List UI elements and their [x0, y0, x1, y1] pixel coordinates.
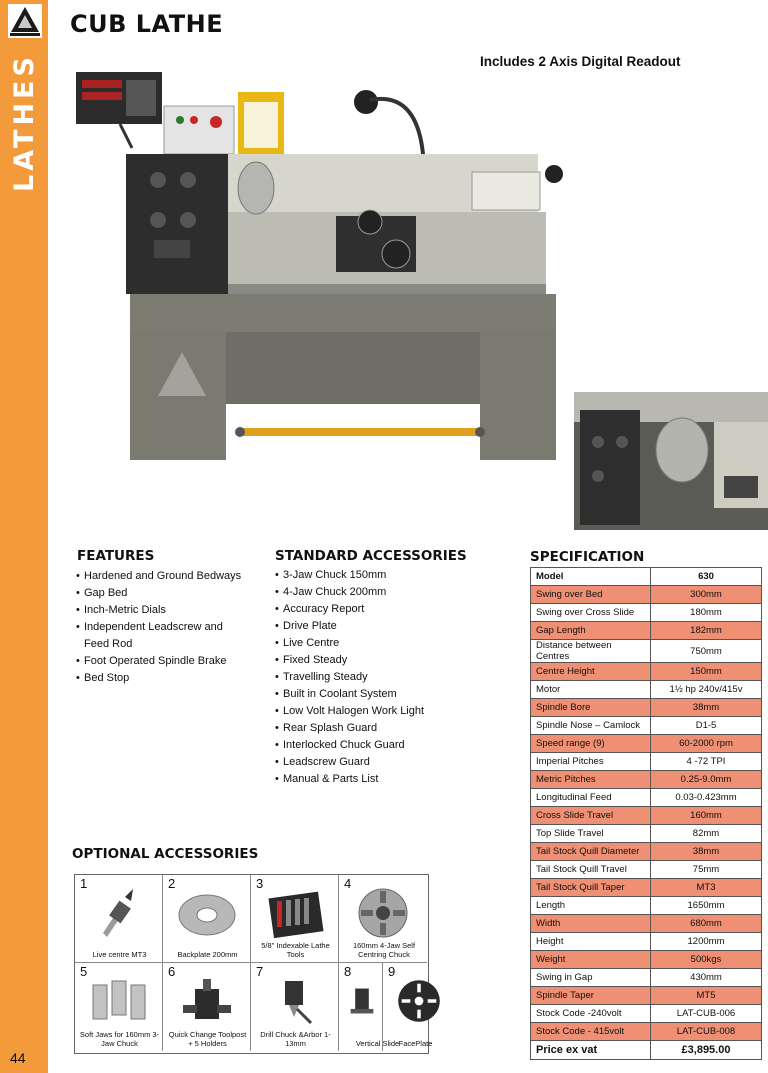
list-item: • Built in Coolant System [275, 686, 495, 703]
table-row [531, 568, 762, 586]
faceplate-icon [393, 975, 445, 1027]
backplate-icon [177, 887, 237, 939]
page-title: CUB LATHE [70, 10, 224, 38]
spec-label: Height [531, 933, 651, 951]
spec-label: Width [531, 915, 651, 933]
list-item: • Leadscrew Guard [275, 754, 495, 771]
spec-value: 1200mm [651, 933, 762, 951]
spec-label: Swing over Bed [531, 586, 651, 604]
spec-label: Top Slide Travel [531, 825, 651, 843]
spec-value: 75mm [651, 861, 762, 879]
spec-label: Motor [531, 681, 651, 699]
list-item: • Interlocked Chuck Guard [275, 737, 495, 754]
accessory-caption: Vertical Slide [355, 1039, 400, 1048]
accessory-caption: 160mm 4-Jaw Self Centring Chuck [352, 941, 416, 959]
list-item: • Gap Bed [76, 585, 246, 602]
table-row [531, 663, 762, 681]
page-subtitle: Includes 2 Axis Digital Readout [480, 54, 681, 69]
spec-value: 82mm [651, 825, 762, 843]
accessory-caption: Quick Change Toolpost + 5 Holders [168, 1030, 247, 1048]
table-row [531, 735, 762, 753]
list-item: • Hardened and Ground Bedways [76, 568, 246, 585]
standard-accessories-heading: STANDARD ACCESSORIES [275, 548, 467, 564]
spec-value: 60-2000 rpm [651, 735, 762, 753]
spec-value: 38mm [651, 699, 762, 717]
price-value: £3,895.00 [651, 1041, 762, 1060]
spec-value: 1½ hp 240v/415v [651, 681, 762, 699]
spec-value: MT3 [651, 879, 762, 897]
table-row [531, 717, 762, 735]
price-label: Price ex vat [531, 1041, 651, 1060]
spec-value: LAT-CUB-006 [651, 1005, 762, 1023]
table-row [531, 951, 762, 969]
four-jaw-chuck-icon [353, 887, 413, 939]
table-row [531, 861, 762, 879]
toolpost-icon [177, 975, 237, 1027]
table-row [531, 586, 762, 604]
spec-label: Tail Stock Quill Travel [531, 861, 651, 879]
table-row [531, 1005, 762, 1023]
spec-value: 0.25-9.0mm [651, 771, 762, 789]
spec-value: 0.03-0.423mm [651, 789, 762, 807]
table-row [531, 604, 762, 622]
spec-value: 150mm [651, 663, 762, 681]
accessory-item [383, 963, 433, 1051]
accessory-number: 6 [168, 964, 176, 979]
features-list [76, 568, 246, 687]
soft-jaws-icon [89, 975, 149, 1027]
spec-label: Distance between Centres [531, 640, 651, 663]
spec-label: Swing over Cross Slide [531, 604, 651, 622]
accessory-caption: FacePlate [398, 1039, 433, 1048]
table-row [531, 640, 762, 663]
spec-value: 160mm [651, 807, 762, 825]
section-label: LATHES [8, 52, 40, 192]
spec-label: Metric Pitches [531, 771, 651, 789]
spec-label: Speed range (9) [531, 735, 651, 753]
accessory-number: 3 [256, 876, 264, 891]
specification-table [530, 567, 762, 1060]
accessory-caption: Drill Chuck &Arbor 1-13mm [260, 1030, 331, 1048]
spec-value: D1-5 [651, 717, 762, 735]
list-item: • 3-Jaw Chuck 150mm [275, 567, 495, 584]
spec-value: 500kgs [651, 951, 762, 969]
page-number: 44 [10, 1050, 26, 1066]
spec-label: Gap Length [531, 622, 651, 640]
accessory-number: 9 [388, 964, 396, 979]
table-row [531, 825, 762, 843]
table-row [531, 753, 762, 771]
spec-value: MT5 [651, 987, 762, 1005]
standard-accessories-list [275, 567, 495, 788]
live-centre-icon [89, 887, 149, 939]
spec-label: Tail Stock Quill Taper [531, 879, 651, 897]
spec-label: Spindle Bore [531, 699, 651, 717]
accessory-item [251, 963, 339, 1051]
spec-label: Cross Slide Travel [531, 807, 651, 825]
spec-label: Swing in Gap [531, 969, 651, 987]
spec-label: Weight [531, 951, 651, 969]
spec-label: Longitudinal Feed [531, 789, 651, 807]
accessory-number: 5 [80, 964, 88, 979]
spec-label: Length [531, 897, 651, 915]
spec-value: 630 [651, 568, 762, 586]
spec-value: LAT-CUB-008 [651, 1023, 762, 1041]
spec-value: 182mm [651, 622, 762, 640]
table-row [531, 843, 762, 861]
spec-value: 750mm [651, 640, 762, 663]
price-row [531, 1041, 762, 1060]
lathe-inset-image [574, 392, 768, 530]
list-item: • Independent Leadscrew and Feed Rod [76, 619, 246, 653]
sidebar [0, 0, 48, 1073]
spec-value: 1650mm [651, 897, 762, 915]
list-item: • Inch-Metric Dials [76, 602, 246, 619]
accessory-item [251, 875, 339, 963]
brand-logo-icon [8, 4, 42, 38]
spec-label: Stock Code - 415volt [531, 1023, 651, 1041]
table-row [531, 897, 762, 915]
table-row [531, 879, 762, 897]
list-item: • Drive Plate [275, 618, 495, 635]
accessory-item [75, 875, 163, 963]
spec-label: Stock Code -240volt [531, 1005, 651, 1023]
list-item: • Foot Operated Spindle Brake [76, 653, 246, 670]
accessory-caption: 5/8" Indexable Lathe Tools [261, 941, 330, 959]
specification-heading: SPECIFICATION [530, 549, 645, 565]
lathe-machine-image [70, 70, 590, 540]
table-row [531, 807, 762, 825]
table-row [531, 969, 762, 987]
table-row [531, 771, 762, 789]
spec-label: Tail Stock Quill Diameter [531, 843, 651, 861]
accessory-number: 4 [344, 876, 352, 891]
spec-label: Model [531, 568, 651, 586]
spec-value: 430mm [651, 969, 762, 987]
spec-value: 180mm [651, 604, 762, 622]
table-row [531, 915, 762, 933]
accessory-number: 2 [168, 876, 176, 891]
list-item: • Accuracy Report [275, 601, 495, 618]
table-row [531, 1023, 762, 1041]
accessory-number: 7 [256, 964, 264, 979]
list-item: • Rear Splash Guard [275, 720, 495, 737]
list-item: • Fixed Steady [275, 652, 495, 669]
table-row [531, 789, 762, 807]
list-item: • Travelling Steady [275, 669, 495, 686]
accessory-item [163, 963, 251, 1051]
table-row [531, 622, 762, 640]
spec-value: 300mm [651, 586, 762, 604]
accessory-item [75, 963, 163, 1051]
list-item: • Manual & Parts List [275, 771, 495, 788]
spec-value: 680mm [651, 915, 762, 933]
accessory-caption: Soft Jaws for 160mm 3-Jaw Chuck [79, 1030, 160, 1048]
spec-label: Spindle Taper [531, 987, 651, 1005]
spec-value: 38mm [651, 843, 762, 861]
list-item: • Bed Stop [76, 670, 246, 687]
accessory-item [163, 875, 251, 963]
spec-label: Spindle Nose – Camlock [531, 717, 651, 735]
spec-label: Centre Height [531, 663, 651, 681]
table-row [531, 933, 762, 951]
lathe-tools-icon [265, 887, 325, 939]
table-row [531, 681, 762, 699]
list-item: • 4-Jaw Chuck 200mm [275, 584, 495, 601]
list-item: • Low Volt Halogen Work Light [275, 703, 495, 720]
list-item: • Live Centre [275, 635, 495, 652]
accessory-number: 1 [80, 876, 88, 891]
spec-value: 4 -72 TPI [651, 753, 762, 771]
table-row [531, 987, 762, 1005]
spec-label: Imperial Pitches [531, 753, 651, 771]
features-heading: FEATURES [77, 548, 155, 564]
drill-chuck-icon [265, 975, 325, 1027]
vertical-slide-icon [345, 975, 379, 1027]
optional-accessories-grid [74, 874, 433, 1054]
accessory-item [339, 963, 400, 1051]
accessory-item [339, 875, 427, 963]
table-row [531, 699, 762, 717]
optional-accessories-heading: OPTIONAL ACCESSORIES [72, 846, 259, 862]
accessory-number: 8 [344, 964, 352, 979]
accessory-caption: Backplate 200mm [177, 950, 238, 959]
accessory-caption: Live centre MT3 [92, 950, 147, 959]
